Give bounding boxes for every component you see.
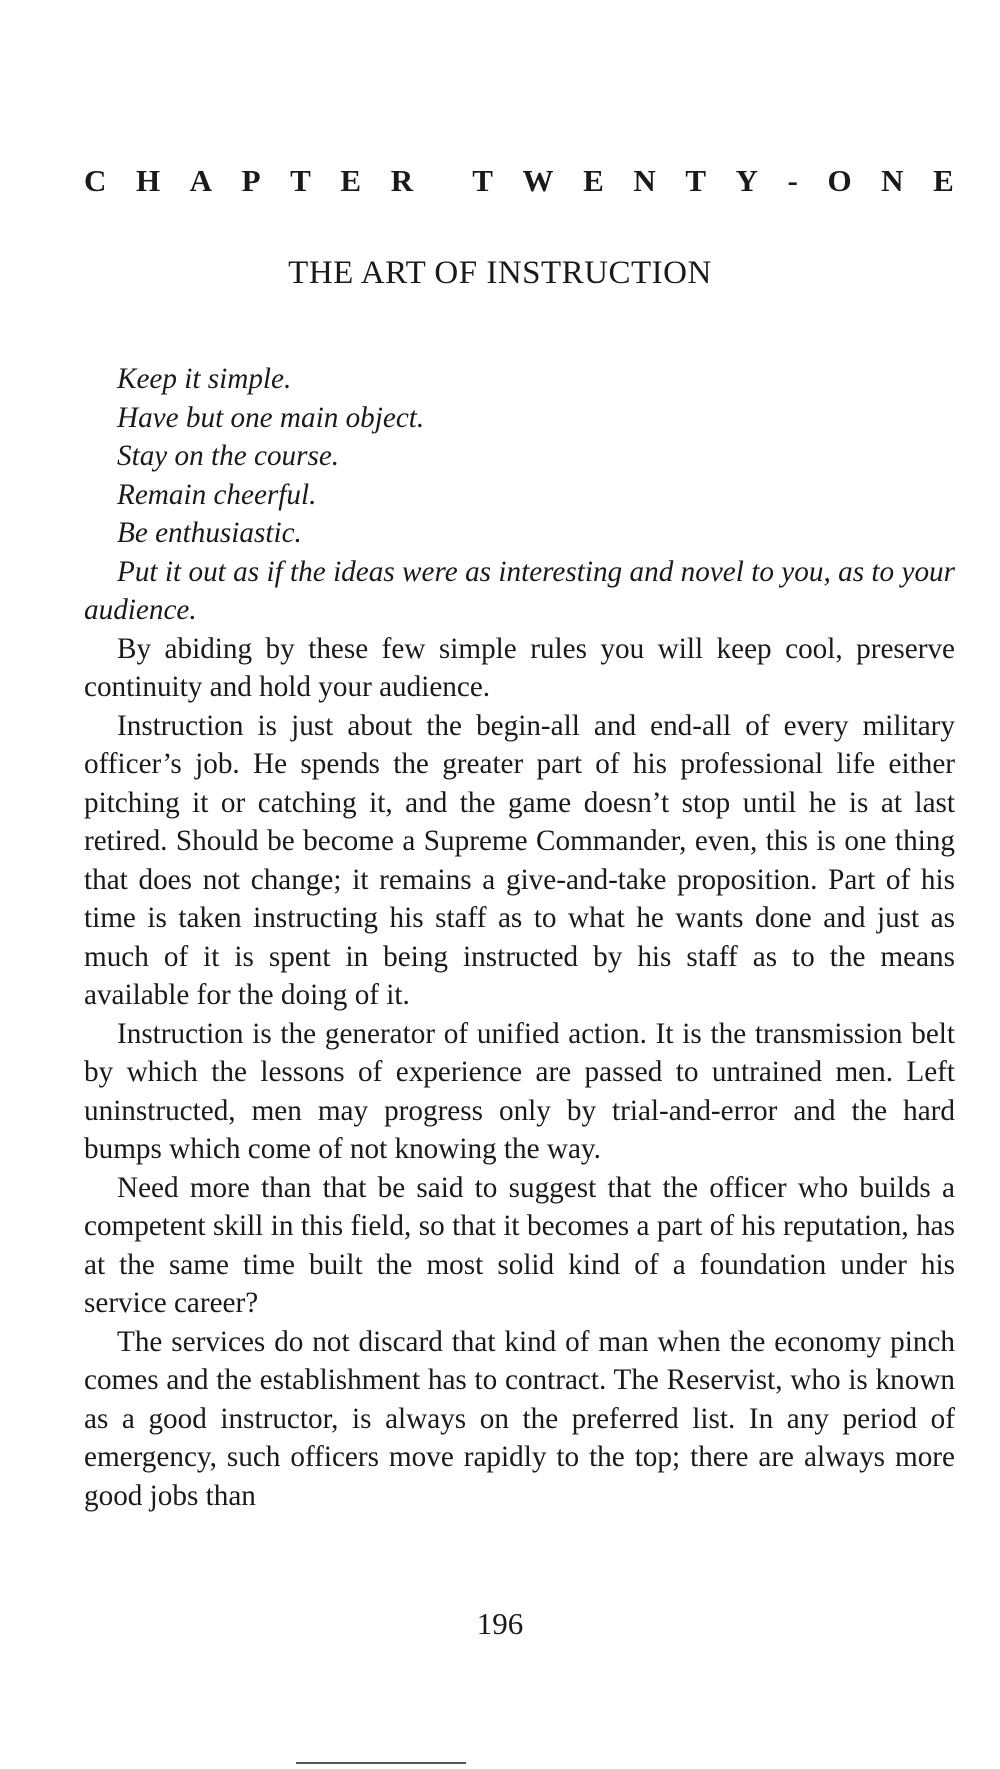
body-text — [84, 360, 955, 1515]
paragraph: The services do not discard that kind of man when the economy pinch comes and the establishment has to contract. The Reservist, who is known as a good instructor, is always on the preferred list. In any period of emergency, such officers move rapidly to the top; there are always more good jobs than — [84, 1325, 955, 1512]
chapter-letter: H — [135, 163, 161, 198]
chapter-letter: T — [290, 163, 311, 198]
chapter-letter: P — [241, 163, 261, 198]
chapter-letter: O — [827, 163, 852, 198]
chapter-heading — [84, 162, 954, 200]
chapter-title: THE ART OF INSTRUCTION — [288, 255, 712, 291]
chapter-letter: Y — [735, 163, 758, 198]
chapter-letter: E — [933, 163, 954, 198]
paragraph: Instruction is just about the begin-all and end-all of every military officer’s job. He spends the greater part of his professional life either pitching it or catching it, and the game doesn’t stop until he is at last retired. Should be become a Supreme Commander, even, this is one thing that does not change; it remains a give-and-take proposition. Part of his time is taken instructing his staff as to what he wants done and just as much of it is spent in being instructed by his staff as to the means available for the doing of it. — [84, 709, 955, 1011]
motto-line: Stay on the course. — [117, 440, 340, 472]
chapter-letter: C — [84, 163, 107, 198]
chapter-letter: W — [522, 163, 554, 198]
chapter-letter: T — [685, 163, 706, 198]
chapter-letter: A — [189, 163, 213, 198]
motto-line: Have but one main object. — [117, 401, 425, 434]
chapter-letter: E — [583, 163, 604, 198]
paragraph: Instruction is the generator of unified action. It is the transmission belt by which the lessons of experience are passed to untrained men. Left uninstructed, men may progress only by trial-and-error and the hard bumps which come of not knowing the way. — [84, 1017, 955, 1165]
chapter-letter: N — [633, 163, 656, 198]
paragraph: By abiding by these few simple rules you will keep cool, preserve continuity and hold your audience. — [84, 632, 955, 703]
chapter-letter: E — [340, 163, 362, 198]
paragraph: Need more than that be said to suggest that the officer who builds a competent skill in this field, so that it becomes a part of his reputation, has at the same time built the most solid kind of a foundation under his service career? — [84, 1171, 955, 1319]
motto-line: Keep it simple. — [117, 363, 292, 395]
chapter-letter: N — [881, 163, 904, 198]
chapter-letter: R — [390, 163, 414, 198]
chapter-letter: - — [787, 163, 798, 198]
motto-line: Be enthusiastic. — [117, 517, 302, 549]
bottom-rule — [296, 1762, 466, 1764]
motto-line: Remain cheerful. — [117, 478, 317, 511]
chapter-letter: T — [472, 163, 493, 198]
page-number: 196 — [476, 1606, 524, 1641]
motto-line: Put it out as if the ideas were as interesting and novel to you, as to your audience. — [84, 555, 955, 626]
